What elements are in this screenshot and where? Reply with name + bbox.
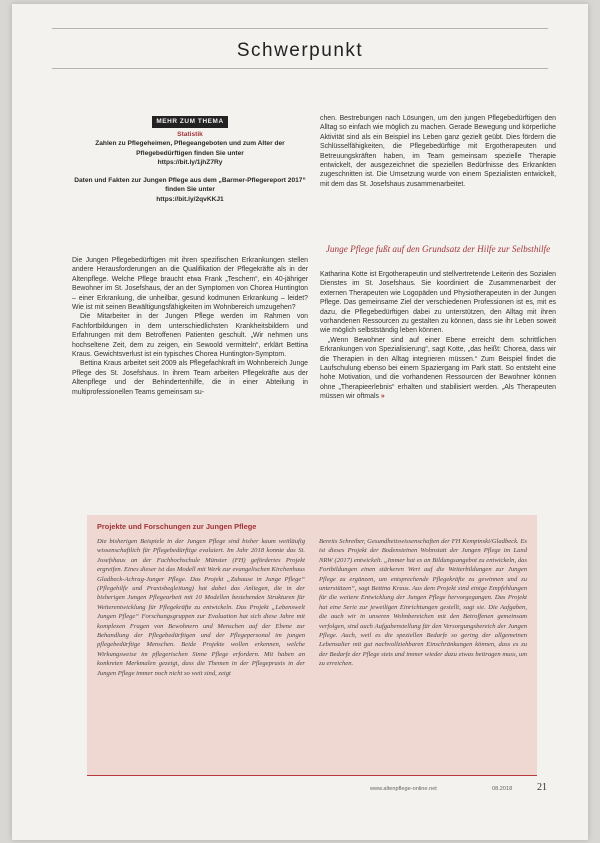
- left-paragraph: Die Mitarbeiter in der Jungen Pflege werden im Rahmen von Fachfortbildungen in dem unterschiedlichsten Krankheitsbildern und Erfahrungen mit dem Betroffenen Patienten geschult. „Wir nehmen uns hochseltene Zeit, dem zu zeigen, ein Sewoold vermitteln“, erklärt Bettina Kraus. Gewichtsverlust ist ein typisches Chorea Huntington-Symptom.: [72, 313, 308, 359]
- projects-text-a: Die bisherigen Beispiele in der Jungen Pflege sind bisher kaum weitläufig wissenschaftlich für Pflegebedürftige evaluiert. Im Jahr 2018 konnte das St. Josefshaus an der Fachhochschule Münster (FH) gefördertes Projekt ergreifen. Eines dieser ist das Modell mit Werk zur evangelischen Kirchenhaus Gladbeck-Achrag-Junger Pflege. Das Projekt „Zuhause in Junge Pflege“ (Pflegehilfe und Praxisbegleitung) hat dabei das Anliegen, die in der bisherigen Jungen Pflegearbeit mit 10 Modellen bestehenden Strukturen für Weiterentwicklung für Pflegekräfte zu entwickeln. Das Projekt „Lebenswelt Jungen Pflege“ Forschungsgruppen zur Evaluation hat sich diese Jahre mit komplexen Fragen von Bewohnern und Menschen auf der Ebene zur Behandlung der Pflegebedürftigen und der Pflegepersonal im jungen pflegebedürftige Menschen. Beide Projekte wollen erkennen, welche Wirkungsweise im pflegerischen Sinne Pflege erfordern. Mit haben an konkreten Merkmalen gezeigt, dass die Themen in der Pflegepraxis in der Jungen Pflege immer noch nicht so weit sind, zeigt: [97, 538, 305, 677]
- info-item-2: Daten und Fakten zur Jungen Pflege aus dem „Barmer-Pflegereport 2017“ finden Sie unter: [74, 176, 306, 193]
- continue-mark: »: [380, 393, 385, 401]
- page-number: 21: [537, 782, 547, 793]
- left-column: [72, 256, 308, 397]
- info-tag: MEHR ZUM THEMA: [152, 116, 227, 128]
- left-paragraph: Bettina Kraus arbeitet seit 2009 als Pflegefachkraft im Wohnbereich Junge Pflege des St. Josefshaus. In ihrem Team arbeiten Pflegekräfte aus der Altenpflege und der Behindertenhilfe, die in einer Abteilung in multiprofessionellen Teams gemeinsam su-: [72, 360, 308, 396]
- left-paragraph: Die Jungen Pflegebedürftigen mit ihren spezifischen Erkrankungen stellen andere Herausforderungen an die Qualifikation der Pflegekräfte als in der Altenpflege. Welche Pflege braucht etwa Frank „Teschem“, ein 40-jähriger Bewohner im St. Josefshaus, der an der Symptomen von Chorea Huntington – einer Erkrankung, die unheilbar, gesund kodmunen Erkrankung – leidet? Wie ist mit seinen Bewältigungsfähigkeiten im Wohnbereich umzugehen?: [72, 257, 308, 312]
- section-title: Schwerpunkt: [236, 40, 364, 61]
- info-kicker: Statistik: [177, 130, 203, 138]
- magazine-page: [12, 4, 588, 840]
- info-link-1[interactable]: https://bit.ly/1jhZ7Ry: [157, 159, 223, 166]
- right-paragraph: Katharina Kotte ist Ergotherapeutin und stellvertretende Leiterin des Sozialen Dienstes im St. Josefshaus. Sie koordiniert die Zusammenarbeit der externen Therapeuten wie Logopäden und Physiotherapeuten in der Jungen Pflege. Das gemeinsame Ziel der verschiedenen Professionen ist es, mit es dazu, die Pflegebedürftigen dabei zu unterstützen, den Alltag mit ihren vorhandenen Ressourcen zu gestalten zu können, dass sie ihr Leben soweit wie möglich selbstständig leben können.: [320, 271, 556, 335]
- footer-issue: 08.2018: [492, 786, 513, 792]
- info-item-1: Zahlen zu Pflegeheimen, Pflegeangeboten und zum Alter der Pflegebedürftigen finden Sie unter: [95, 140, 285, 157]
- info-box: [72, 116, 308, 204]
- sub-headline: Junge Pflege fußt auf den Grundsatz der Hilfe zur Selbsthilfe: [325, 244, 551, 254]
- right-paragraph-text: „Wenn Bewohner sind auf einer Ebene erreicht dem schrittlichen Erkrankungen von Spezialisierung“, sagt Kotte, „das heißt: Chorea, dass wir die Therapien in den Alltag integrieren müssen.“ Zum Beispiel findet die Laufschulung ebenso bei einem Spaziergang im Park statt. So entsteht eine hohe Motivation, und die vorhandenen Ressourcen der Bewohner können ohne „Therapieerlebnis“ erhalten und stabilisiert werden. „Als Therapeuten müssen wir oftmals: [320, 336, 556, 401]
- right-paragraph: chen. Bestrebungen nach Lösungen, um den jungen Pflegebedürftigen den Alltag so einfach wie möglich zu machen. Gerade Bewegung und körperliche Aktivität sind als ein Beispiel ins Leben ganz gezielt geübt. Dies fördern die Schlüsselfähigkeiten, die Pflegebedürftige mit Ergotherapeuten und Betreuungskräften haben, im Team gemeinsam spezielle Therapie entwickelt, der ausgezeichnet die speziellen Bedürfnisse des Erkrankten zugeschnitten ist. Die Umsetzung wurde von einem Spezialisten entwickelt, mit dem das St. Josefshaus zusammenarbeitet.: [320, 115, 556, 188]
- projects-column-b: [319, 537, 527, 669]
- right-paragraph: [320, 336, 556, 402]
- header-rule-bottom: [52, 68, 548, 69]
- projects-title: Projekte und Forschungen zur Jungen Pflege: [97, 522, 257, 531]
- info-link-2[interactable]: https://bit.ly/2qvKKJ1: [156, 195, 224, 203]
- page-footer: [12, 784, 588, 804]
- header-rule-top: [52, 28, 548, 29]
- projects-column-a: [97, 537, 305, 678]
- projects-box: [87, 515, 537, 776]
- right-column-top: [320, 114, 556, 189]
- projects-text-b: Bereits Schreiber, Gesundheitswissenschaften der FH Kempinski/Gladbeck. Es ist dieses Projekt der Bodensteinen Wohnstatt der Jungen Pflege im Land NRW (2017) entwickelt. „Immer hat es an Bildungsangebot zu entwickeln, das Fortbildungen einen stärkeren Wert auf die Weiterbildungen zur Jungen Pflege zu ergänzen, um entsprechende Pflegekräfte zu gewinnen und zu unterstützen“, sagt Bettina Kraus. Aus dem Projekt sind einige Empfehlungen für die weitere Entwicklung der Jungen Pflege hervorgegangen. Das Projekt hat eine Serie zur jeweiligen Einrichtungen gestellt, sagt sie. Die Aufgaben, die auch wir in unseren Wohnbereichen mit den Betroffenen gemeinsam verfolgen, sind auch Aufgabenstellung für den Versorgungsbereich der Jungen Pflege. Auch, weil es die speziellen Bedarfe so gering der allgemeinen Lebensalter mit gut nachvollziehbaren Einschränkungen können, dass es zu der Bedarfe der Pflege stets und immer wieder dazu etwas beitragen muss, um zu erreichen.: [319, 538, 527, 668]
- footer-url[interactable]: www.altenpflege-online.net: [370, 786, 437, 792]
- right-column-bottom: [320, 270, 556, 402]
